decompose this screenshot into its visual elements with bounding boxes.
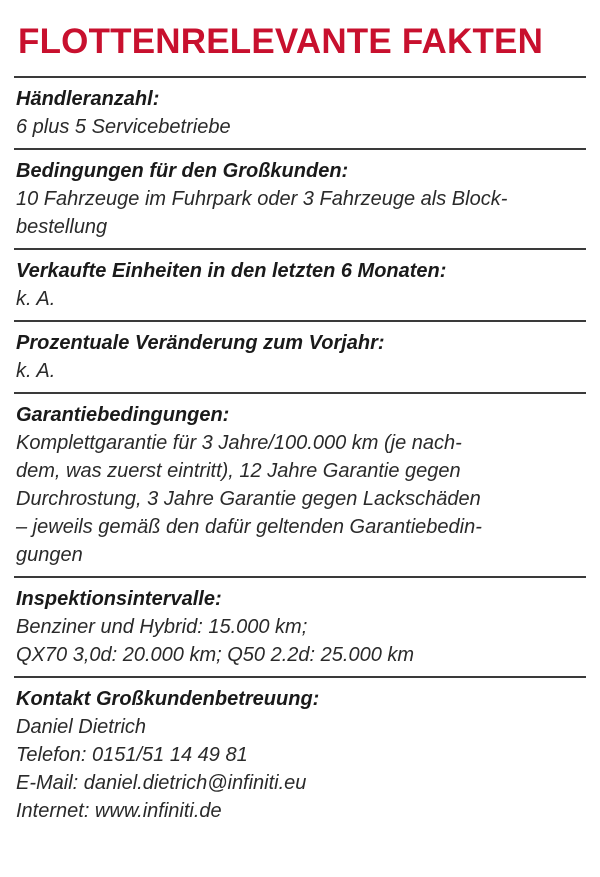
fact-fleet-contact: [14, 678, 586, 832]
fact-value-line: Komplettgarantie für 3 Jahre/100.000 km (je nach-: [16, 432, 462, 454]
fact-value-line: Benziner und Hybrid: 15.000 km;: [16, 616, 308, 638]
fact-value-line: 6 plus 5 Servicebetriebe: [16, 116, 231, 138]
contact-website: Internet: www.infiniti.de: [16, 800, 222, 822]
fact-inspection-intervals: [14, 578, 586, 678]
fact-value-line: k. A.: [16, 360, 56, 382]
fact-value-line: dem, was zuerst eintritt), 12 Jahre Garantie gegen: [16, 460, 461, 482]
fact-fleet-customer-conditions: [14, 150, 586, 250]
contact-name: Daniel Dietrich: [16, 716, 147, 738]
fact-value-line: bestellung: [16, 216, 108, 238]
contact-email: E-Mail: daniel.dietrich@infiniti.eu: [16, 772, 307, 794]
fact-label: Kontakt Großkundenbetreuung:: [16, 688, 320, 710]
fact-percent-change: [14, 322, 586, 394]
fact-value-line: Durchrostung, 3 Jahre Garantie gegen Lackschäden: [16, 488, 481, 510]
fact-box: [14, 0, 586, 832]
fact-value-line: QX70 3,0d: 20.000 km; Q50 2.2d: 25.000 km: [16, 644, 415, 666]
fact-units-sold: [14, 250, 586, 322]
fact-warranty-conditions: [14, 394, 586, 578]
fact-value-line: – jeweils gemäß den dafür geltenden Garantiebedin-: [16, 516, 482, 538]
fact-value-line: k. A.: [16, 288, 56, 310]
facts-list: [14, 78, 586, 832]
fact-label: Bedingungen für den Großkunden:: [16, 160, 349, 182]
fact-label: Inspektionsintervalle:: [16, 588, 222, 610]
contact-phone: Telefon: 0151/51 14 49 81: [16, 744, 248, 766]
fact-dealer-count: [14, 78, 586, 150]
fact-label: Händleranzahl:: [16, 88, 160, 110]
fact-label: Garantiebedingungen:: [16, 404, 230, 426]
fact-label: Prozentuale Veränderung zum Vorjahr:: [16, 332, 385, 354]
fact-value-line: gungen: [16, 544, 83, 566]
page-title: FLOTTENRELEVANTE FAKTEN: [18, 22, 544, 61]
fact-value-line: 10 Fahrzeuge im Fuhrpark oder 3 Fahrzeuge als Block-: [16, 188, 508, 210]
fact-label: Verkaufte Einheiten in den letzten 6 Monaten:: [16, 260, 447, 282]
